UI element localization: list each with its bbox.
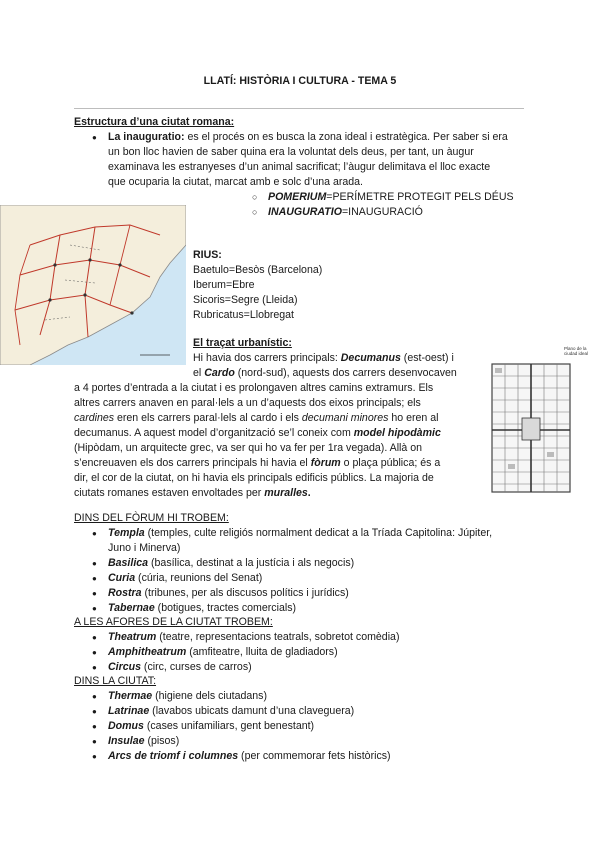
pomerium-item xyxy=(268,190,514,205)
dins-item-text: (pisos) xyxy=(144,735,180,747)
tracat-text: ciutats romanes estaven envoltades per xyxy=(74,487,265,499)
bullet-icon xyxy=(92,630,100,638)
arcs-term: Arcs de triomf i columnes xyxy=(108,750,239,762)
tracat-lines-top xyxy=(193,351,457,381)
afores-heading: A LES AFORES DE LA CIUTAT TROBEM: xyxy=(74,616,273,628)
tracat-text: altres carrers anaven en paral·lels a un d’aquests dos eixos principals; els xyxy=(74,397,421,409)
dins-item-arcs xyxy=(108,749,391,764)
basilica-term: Basilica xyxy=(108,557,149,569)
tracat-text: (nord-sud), aquests dos carrers desenvocaven xyxy=(234,367,457,379)
tracat-text: s’encreuaven els dos carrers principals hi havia el xyxy=(74,457,311,469)
tracat-text: o plaça pública; és a xyxy=(340,457,441,469)
forum-term: fòrum xyxy=(310,457,341,469)
inauguratio-line-1: es el procés on es busca la zona ideal i estratègica. Per saber si era xyxy=(184,131,508,143)
afores-item-theatrum xyxy=(108,630,399,645)
bullet-icon xyxy=(92,689,100,697)
curia-term: Curia xyxy=(108,572,136,584)
bullet-icon xyxy=(92,571,100,579)
bullet-icon xyxy=(92,556,100,564)
page-title: LLATÍ: HISTÒRIA I CULTURA - TEMA 5 xyxy=(203,75,397,87)
tracat-paragraph xyxy=(74,381,441,501)
amphitheatrum-term: Amphitheatrum xyxy=(108,646,187,658)
cardines-term: cardines xyxy=(74,412,115,424)
tracat-text: (Hipòdam, un arquitecte grec, va ser qui ho va fer per 1ra vegada). Allà on xyxy=(74,442,423,454)
bullet-icon xyxy=(92,645,100,653)
theatrum-term: Theatrum xyxy=(108,631,157,643)
rostra-term: Rostra xyxy=(108,587,142,599)
afores-item-text: (teatre, representacions teatrals, sobretot comèdia) xyxy=(156,631,400,643)
cardo-term: Cardo xyxy=(204,367,235,379)
dins-item-latrinae xyxy=(108,704,354,719)
insulae-term: Insulae xyxy=(108,735,145,747)
forum-item-tabernae xyxy=(108,601,296,616)
inauguratio-line-3: examinava les estranyeses d’un animal sacrificat; l’àugur delimitava el lloc exacte xyxy=(108,161,491,173)
forum-item-text: (tribunes, per als discusos polítics i jurídics) xyxy=(141,587,349,599)
inauguratio-def-text: =INAUGURACIÓ xyxy=(341,206,423,218)
inauguratio-def-item xyxy=(268,205,423,220)
rius-heading: RIUS: xyxy=(193,249,222,261)
dins-item-insulae xyxy=(108,734,179,749)
dins-item-thermae xyxy=(108,689,267,704)
bullet-icon xyxy=(92,719,100,727)
tracat-text: Hi havia dos carrers principals: xyxy=(193,352,341,364)
afores-item-text: (circ, curses de carros) xyxy=(140,661,252,673)
tracat-text: (est-oest) i xyxy=(400,352,454,364)
bullet-icon xyxy=(92,601,100,609)
dins-item-text: (per commemorar fets històrics) xyxy=(238,750,391,762)
forum-item-text: (cúria, reunions del Senat) xyxy=(135,572,263,584)
city-plan-label: Plano de la ciudad ideal xyxy=(564,346,589,356)
dins-item-text: (higiene dels ciutadans) xyxy=(152,690,268,702)
decumanus-term: Decumanus xyxy=(340,352,401,364)
afores-item-text: (amfiteatre, lluita de gladiadors) xyxy=(186,646,338,658)
dins-item-text: (lavabos ubicats damunt d’una claveguera) xyxy=(149,705,355,717)
circle-bullet-icon xyxy=(252,205,260,213)
tracat-text: eren els carrers paral·lels al cardo i els xyxy=(114,412,302,424)
circle-bullet-icon xyxy=(252,190,260,198)
bullet-icon xyxy=(92,586,100,594)
thermae-term: Thermae xyxy=(108,690,153,702)
dins-heading: DINS LA CIUTAT: xyxy=(74,675,157,687)
inauguratio-line-4: que ocuparia la ciutat, marcat amb e solc d’una arada. xyxy=(108,176,363,188)
forum-item-rostra xyxy=(108,586,349,601)
riu-item: Rubricatus=Llobregat xyxy=(193,309,294,321)
afores-item-amphitheatrum xyxy=(108,645,338,660)
afores-item-circus xyxy=(108,660,252,675)
bullet-icon xyxy=(92,704,100,712)
estructura-heading: Estructura d’una ciutat romana: xyxy=(74,116,235,128)
bullet-icon xyxy=(92,130,100,138)
forum-item-text: (botigues, tractes comercials) xyxy=(154,602,297,614)
latrinae-term: Latrinae xyxy=(108,705,150,717)
templa-term: Templa xyxy=(108,527,145,539)
riu-item: Baetulo=Besòs (Barcelona) xyxy=(193,264,323,276)
bullet-icon xyxy=(92,660,100,668)
domus-term: Domus xyxy=(108,720,144,732)
roman-city-plan xyxy=(486,346,590,496)
inauguratio-line-2: un bon lloc havien de saber quina era la voluntat dels deus, per tant, un àugur xyxy=(108,146,474,158)
riu-item: Sicoris=Segre (Lleida) xyxy=(193,294,298,306)
tracat-text: ho eren al xyxy=(388,412,439,424)
decumani-minores-term: decumani minores xyxy=(301,412,389,424)
dins-item-text: (cases unifamiliars, gent benestant) xyxy=(143,720,315,732)
tracat-text: decumanus. A aquest model d’organització se’l coneix com xyxy=(74,427,354,439)
forum-item-text: Juno i Minerva) xyxy=(108,542,181,554)
inauguratio-paragraph xyxy=(108,130,508,190)
catalonia-roman-map xyxy=(0,205,186,365)
tracat-text: el xyxy=(193,367,205,379)
riu-item: Iberum=Ebre xyxy=(193,279,255,291)
forum-item-text: (temples, culte religiós normalment dedicat a la Tríada Capitolina: Júpiter, xyxy=(144,527,493,539)
muralles-term: muralles xyxy=(264,487,308,499)
bullet-icon xyxy=(92,734,100,742)
tabernae-term: Tabernae xyxy=(108,602,155,614)
inauguratio-def-term: INAUGURATIO xyxy=(268,206,342,218)
forum-item-templa xyxy=(108,526,492,556)
tracat-text: a 4 portes d’entrada a la ciutat i es prolongaven altres camins extramurs. Els xyxy=(74,382,434,394)
tracat-text: . xyxy=(307,487,311,499)
model-hipodamic-term: model hipodàmic xyxy=(353,427,441,439)
forum-item-basilica xyxy=(108,556,354,571)
rius-list xyxy=(193,263,322,323)
pomerium-term: POMERIUM xyxy=(268,191,327,203)
bullet-icon xyxy=(92,526,100,534)
forum-item-text: (basílica, destinat a la justícia i als negocis) xyxy=(148,557,355,569)
tracat-text: dir, el cor de la ciutat, on hi havia els principals edificis públics. La majoria de xyxy=(74,472,434,484)
circus-term: Circus xyxy=(108,661,141,673)
dins-item-domus xyxy=(108,719,314,734)
tracat-heading: El traçat urbanístic: xyxy=(193,337,292,349)
header-divider xyxy=(74,108,524,109)
forum-heading: DINS DEL FÒRUM HI TROBEM: xyxy=(74,512,229,524)
inauguratio-term: La inauguratio: xyxy=(108,131,185,143)
pomerium-text: =PERÍMETRE PROTEGIT PELS DÉUS xyxy=(326,191,514,203)
bullet-icon xyxy=(92,749,100,757)
forum-item-curia xyxy=(108,571,262,586)
